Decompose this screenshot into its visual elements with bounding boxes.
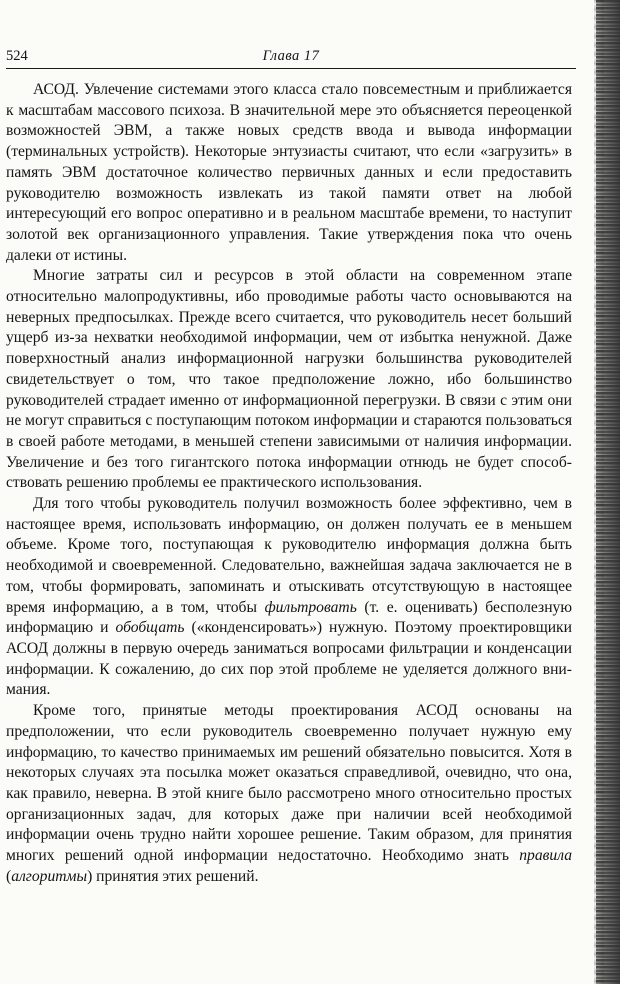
page-number: 524: [6, 48, 28, 64]
text-run: (т. е. оценивать) бесполезную информацию и: [6, 598, 572, 637]
paragraph: [6, 494, 572, 701]
text-run: Для того чтобы руководитель получил возможность более эффективно, чем в настоящее время, использовать информацию, он должен получать ее в меньшем объеме. Кроме того, поступающая к руководителю информация должна быть необходимой и своевременной. Следовательно, важнейшая задача заключается не в том, чтобы формировать, запоминать и отыскивать отсутствующую в настоящее время информацию, а в том, чтобы: [6, 495, 572, 616]
italic-term: правила: [519, 847, 572, 865]
running-header: [6, 46, 576, 69]
scan-edge-binding: [596, 0, 620, 984]
text-run: АСОД. Увлечение системами этого класса стало повсеместным и приближается к масштабам массового психоза. В значительной мере это объясняется переоценкой возможностей ЭВМ, а также новых средств ввода и вывода информации (терминальных устройств). Некоторые энтузиасты считают, что если «загрузить» в память ЭВМ достаточное количество первичных данных и если предоставить руководителю возможность извлекать из такой памяти ответ на любой интересующий его вопрос оперативно и в реальном масштабе времени, то наступит золотой век организационного управления. Такие утверждения пока что очень далеки от истины.: [6, 81, 572, 264]
text-run: (: [6, 867, 12, 885]
chapter-title: Глава 17: [262, 48, 320, 64]
body-text: [6, 80, 572, 887]
paragraph: [6, 80, 572, 266]
paragraph: [6, 266, 572, 494]
text-run: ) принятия этих решений.: [87, 867, 259, 885]
paragraph: [6, 701, 572, 887]
italic-term: обобщать: [115, 619, 185, 637]
italic-term: фильтровать: [264, 598, 357, 616]
text-run: («конденсировать») нужную. Поэтому проектировщики АСОД должны в первую очередь заниматься вопросами фильтрации и конденсации информации. К сожалению, до сих пор этой проблеме не уделяется должного внимания.: [6, 619, 572, 699]
italic-term: алгоритмы: [11, 867, 88, 885]
text-run: Кроме того, принятые методы проектирования АСОД основаны на предположении, что если руководитель своевременно получает нужную ему информацию, то качество принимаемых им решений обязательно повысится. Хотя в некоторых случаях эта посылка может оказаться справедливой, очевидно, что она, как правило, неверна. В этой книге было рассмотрено много относительно простых организационных задач, для которых даже при наличии всей необходимой информации очень трудно найти хорошее решение. Таким образом, для принятия многих решений одной информации недостаточно. Необходимо знать: [6, 702, 572, 865]
text-run: Многие затраты сил и ресурсов в этой области на современном этапе относительно малопродуктивны, ибо проводимые работы часто основываются на неверных предпосылках. Прежде всего считается, что руководитель несет больший ущерб из-за нехватки необходимой информации, чем от избытка ненужной. Даже поверхностный анализ информационной нагрузки большинства руководителей свидетельствует о том, что такое предположение ложно, ибо большинство руководителей страдает именно от информационной перегрузки. В связи с этим они не могут справиться с поступающим потоком информации и стараются пользоваться в своей работе методами, в меньшей степени зависимыми от наличия информации. Увеличение и без того гигантского потока информации отнюдь не будет способствовать решению проблемы ее практического использования.: [6, 267, 572, 492]
